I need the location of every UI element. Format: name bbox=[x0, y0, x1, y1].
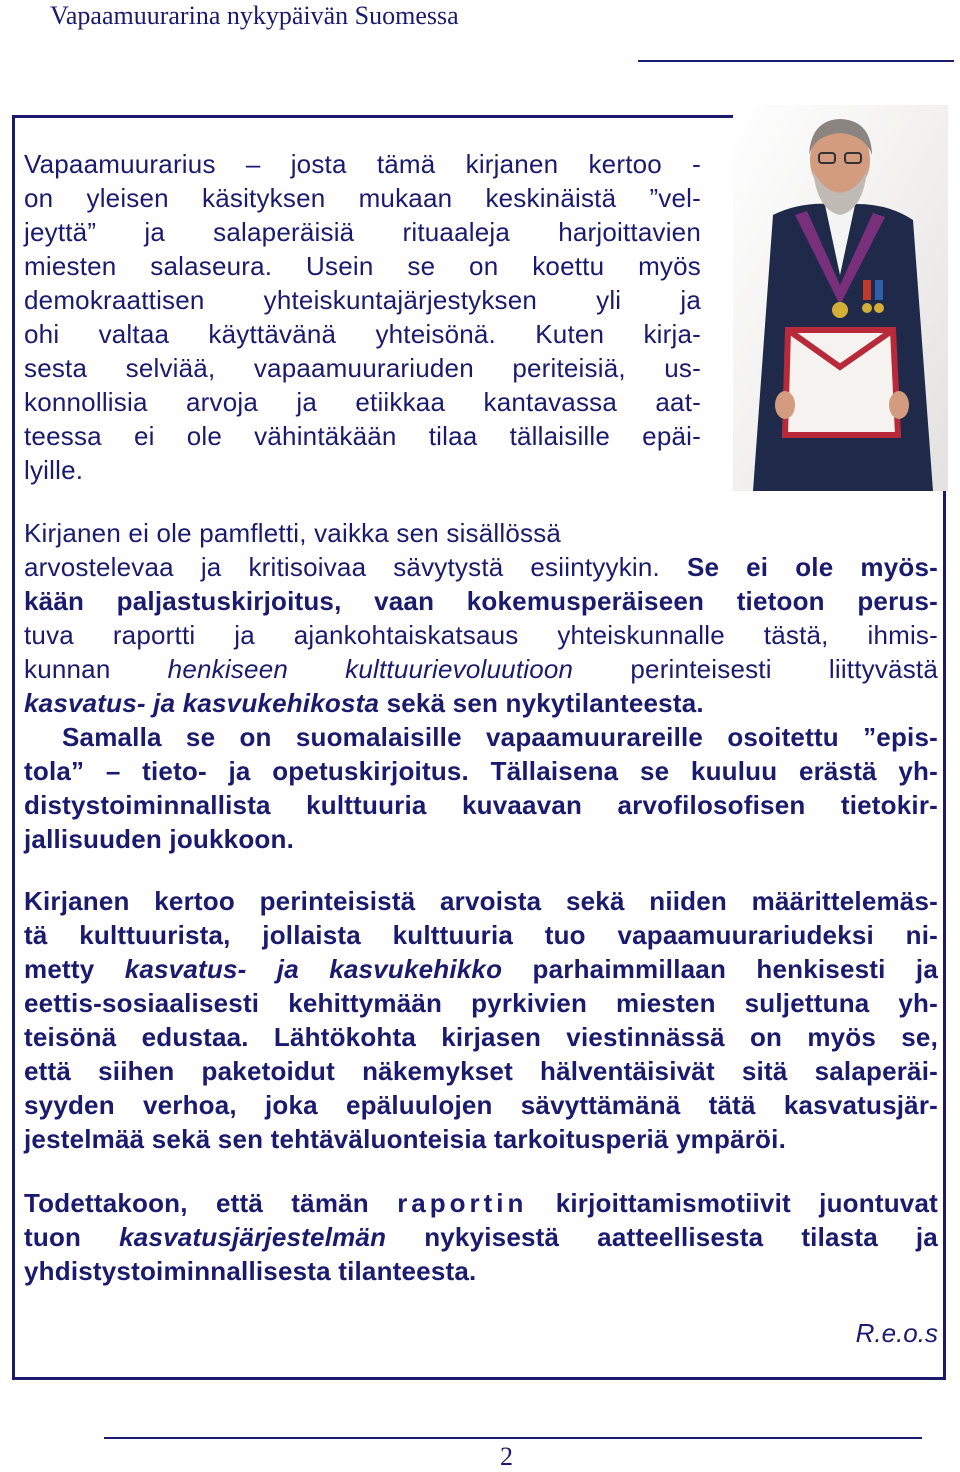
text-line: konnollisia arvoja ja etiikkaa kantavassa aat- bbox=[24, 387, 701, 417]
text-line bbox=[24, 686, 938, 720]
motive-paragraph bbox=[24, 1186, 938, 1288]
running-header: Vapaamuurarina nykypäivän Suomessa bbox=[50, 1, 459, 30]
text-segment: nykyisestä aatteellisesta tilasta ja bbox=[424, 1222, 938, 1252]
text-line: Samalla se on suomalaisille vapaamuurareille osoitettu ”epis- bbox=[62, 722, 938, 752]
text-line: jeyttä” ja salaperäisiä rituaaleja harjoittavien bbox=[24, 217, 701, 247]
description-paragraph bbox=[24, 516, 938, 856]
text-line bbox=[24, 1186, 938, 1220]
text-segment: arvostelevaa ja kritisoivaa sävytystä esiintyykin. bbox=[24, 552, 660, 582]
text-line: Kirjanen ei ole pamfletti, vaikka sen sisällössä bbox=[24, 518, 562, 548]
text-segment: kirjoittamismotiivit juontuvat bbox=[555, 1188, 938, 1218]
text-line: Vapaamuurarius – josta tämä kirjanen kertoo - bbox=[24, 149, 701, 179]
text-segment: tuon bbox=[24, 1222, 82, 1252]
text-line: jallisuuden joukkoon. bbox=[24, 824, 295, 854]
page-number: 2 bbox=[500, 1442, 513, 1471]
emphasis-text: henkiseen kulttuurievoluutioon bbox=[167, 654, 574, 684]
text-line: demokraattisen yhteiskuntajärjestyksen yli ja bbox=[24, 285, 701, 315]
text-line: kään paljastuskirjoitus, vaan kokemusperäiseen tietoon perus- bbox=[24, 586, 938, 616]
text-line: lyille. bbox=[24, 455, 84, 485]
emphasis-text: kasvatus- ja kasvukehikosta bbox=[24, 688, 380, 718]
text-line: Kirjanen kertoo perinteisistä arvoista sekä niiden määrittelemäs- bbox=[24, 886, 938, 916]
text-line: tä kulttuurista, jollaista kulttuuria tuo vapaamuurariudeksi ni- bbox=[24, 920, 938, 950]
text-line bbox=[24, 550, 938, 584]
text-line: eettis-sosiaalisesti kehittymään pyrkivien miesten suljettuna yh- bbox=[24, 988, 938, 1018]
text-line: tola” – tieto- ja opetuskirjoitus. Tällaisena se kuuluu erästä yh- bbox=[24, 756, 938, 786]
text-line: yhdistystoiminnallisesta tilanteesta. bbox=[24, 1256, 477, 1286]
text-line: että siihen paketoidut näkemykset hälventäisivät sitä salaperäi- bbox=[24, 1056, 938, 1086]
text-line: syyden verhoa, joka epäluulojen sävyttämänä tätä kasvatusjär- bbox=[24, 1090, 938, 1120]
text-segment: parhaimmillaan henkisesti ja bbox=[532, 954, 938, 984]
spaced-text: raportin bbox=[397, 1188, 528, 1218]
text-segment: perinteisesti liittyvästä bbox=[630, 654, 938, 684]
footer-rule bbox=[104, 1437, 922, 1439]
text-line bbox=[24, 652, 938, 686]
text-line: teessa ei ole vähintäkään tilaa tällaisille epäi- bbox=[24, 421, 701, 451]
text-line: ohi valtaa käyttävänä yhteisönä. Kuten kirja- bbox=[24, 319, 701, 349]
text-line: jestelmää sekä sen tehtäväluonteisia tarkoitusperiä ympäröi. bbox=[24, 1124, 786, 1154]
text-segment: kunnan bbox=[24, 654, 111, 684]
signature: R.e.o.s bbox=[855, 1318, 938, 1348]
text-line: miesten salaseura. Usein se on koettu myös bbox=[24, 251, 701, 281]
emphasis-text: kasvatus- ja kasvukehikko bbox=[124, 954, 503, 984]
text-line bbox=[24, 1220, 938, 1254]
text-line: distystoiminnallista kulttuuria kuvaavan arvofilosofisen tietokir- bbox=[24, 790, 938, 820]
text-segment: metty bbox=[24, 954, 95, 984]
text-segment: Todettakoon, että tämän bbox=[24, 1188, 369, 1218]
text-line: teisönä edustaa. Lähtökohta kirjasen viestinnässä on myös se, bbox=[24, 1022, 938, 1052]
text-line: sesta selviää, vapaamuurariuden periteisiä, us- bbox=[24, 353, 701, 383]
header-rule bbox=[638, 60, 954, 62]
values-paragraph bbox=[24, 884, 938, 1156]
emphasis-text: kasvatusjärjestelmän bbox=[119, 1222, 387, 1252]
intro-paragraph bbox=[24, 147, 701, 487]
text-line: tuva raportti ja ajankohtaiskatsaus yhteiskunnalle tästä, ihmis- bbox=[24, 620, 938, 650]
portrait-photo bbox=[733, 105, 948, 491]
text-segment: sekä sen nykytilanteesta. bbox=[386, 688, 704, 718]
text-line bbox=[24, 952, 938, 986]
text-segment: Se ei ole myös- bbox=[686, 552, 938, 582]
text-line: on yleisen käsityksen mukaan keskinäistä ”vel- bbox=[24, 183, 701, 213]
